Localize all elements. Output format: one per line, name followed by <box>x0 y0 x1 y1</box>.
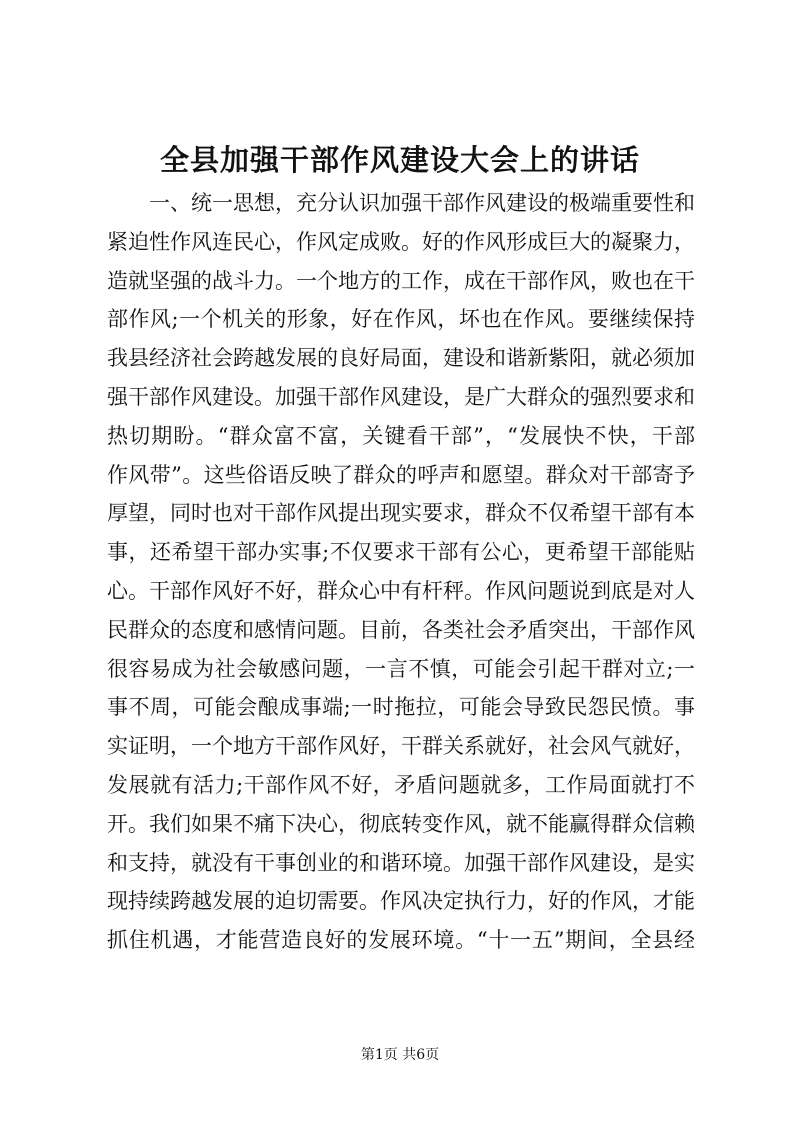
body-line: 事，还希望干部办实事;不仅要求干部有公心，更希望干部能贴 <box>107 540 695 565</box>
body-line: 抓住机遇，才能营造良好的发展环境。“十一五”期间，全县经 <box>107 928 695 953</box>
body-line: 一、统一思想，充分认识加强干部作风建设的极端重要性和 <box>149 191 695 215</box>
body-line: 我县经济社会跨越发展的良好局面，建设和谐新紫阳，就必须加 <box>107 346 695 371</box>
document-body <box>107 184 695 960</box>
document-title: 全县加强干部作风建设大会上的讲话 <box>159 143 640 177</box>
body-line: 厚望，同时也对干部作风提出现实要求，群众不仅希望干部有本 <box>107 501 695 526</box>
body-line: 开。我们如果不痛下决心，彻底转变作风，就不能赢得群众信赖 <box>107 811 695 836</box>
body-line: 民群众的态度和感情问题。目前，各类社会矛盾突出，干部作风 <box>107 617 695 642</box>
body-line: 实证明，一个地方干部作风好，干群关系就好，社会风气就好， <box>107 734 695 759</box>
body-line: 很容易成为社会敏感问题，一言不慎，可能会引起干群对立;一 <box>107 656 695 681</box>
body-line: 作风带”。这些俗语反映了群众的呼声和愿望。群众对干部寄予 <box>107 462 695 487</box>
body-line: 热切期盼。“群众富不富，关键看干部”，“发展快不快，干部 <box>107 423 695 448</box>
body-line: 现持续跨越发展的迫切需要。作风决定执行力，好的作风，才能 <box>107 889 695 914</box>
body-line: 和支持，就没有干事创业的和谐环境。加强干部作风建设，是实 <box>107 850 695 875</box>
page-footer: 第1页 共6页 <box>360 1047 440 1063</box>
body-line: 紧迫性作风连民心，作风定成败。好的作风形成巨大的凝聚力， <box>107 229 695 254</box>
body-line: 发展就有活力;干部作风不好，矛盾问题就多，工作局面就打不 <box>107 772 695 797</box>
body-line: 心。干部作风好不好，群众心中有杆秤。作风问题说到底是对人 <box>107 578 695 603</box>
body-line: 强干部作风建设。加强干部作风建设，是广大群众的强烈要求和 <box>107 384 695 409</box>
body-line: 事不周，可能会酿成事端;一时拖拉，可能会导致民怨民愤。事 <box>107 695 695 720</box>
body-line: 造就坚强的战斗力。一个地方的工作，成在干部作风，败也在干 <box>107 268 695 293</box>
body-line: 部作风;一个机关的形象，好在作风，坏也在作风。要继续保持 <box>107 307 695 332</box>
